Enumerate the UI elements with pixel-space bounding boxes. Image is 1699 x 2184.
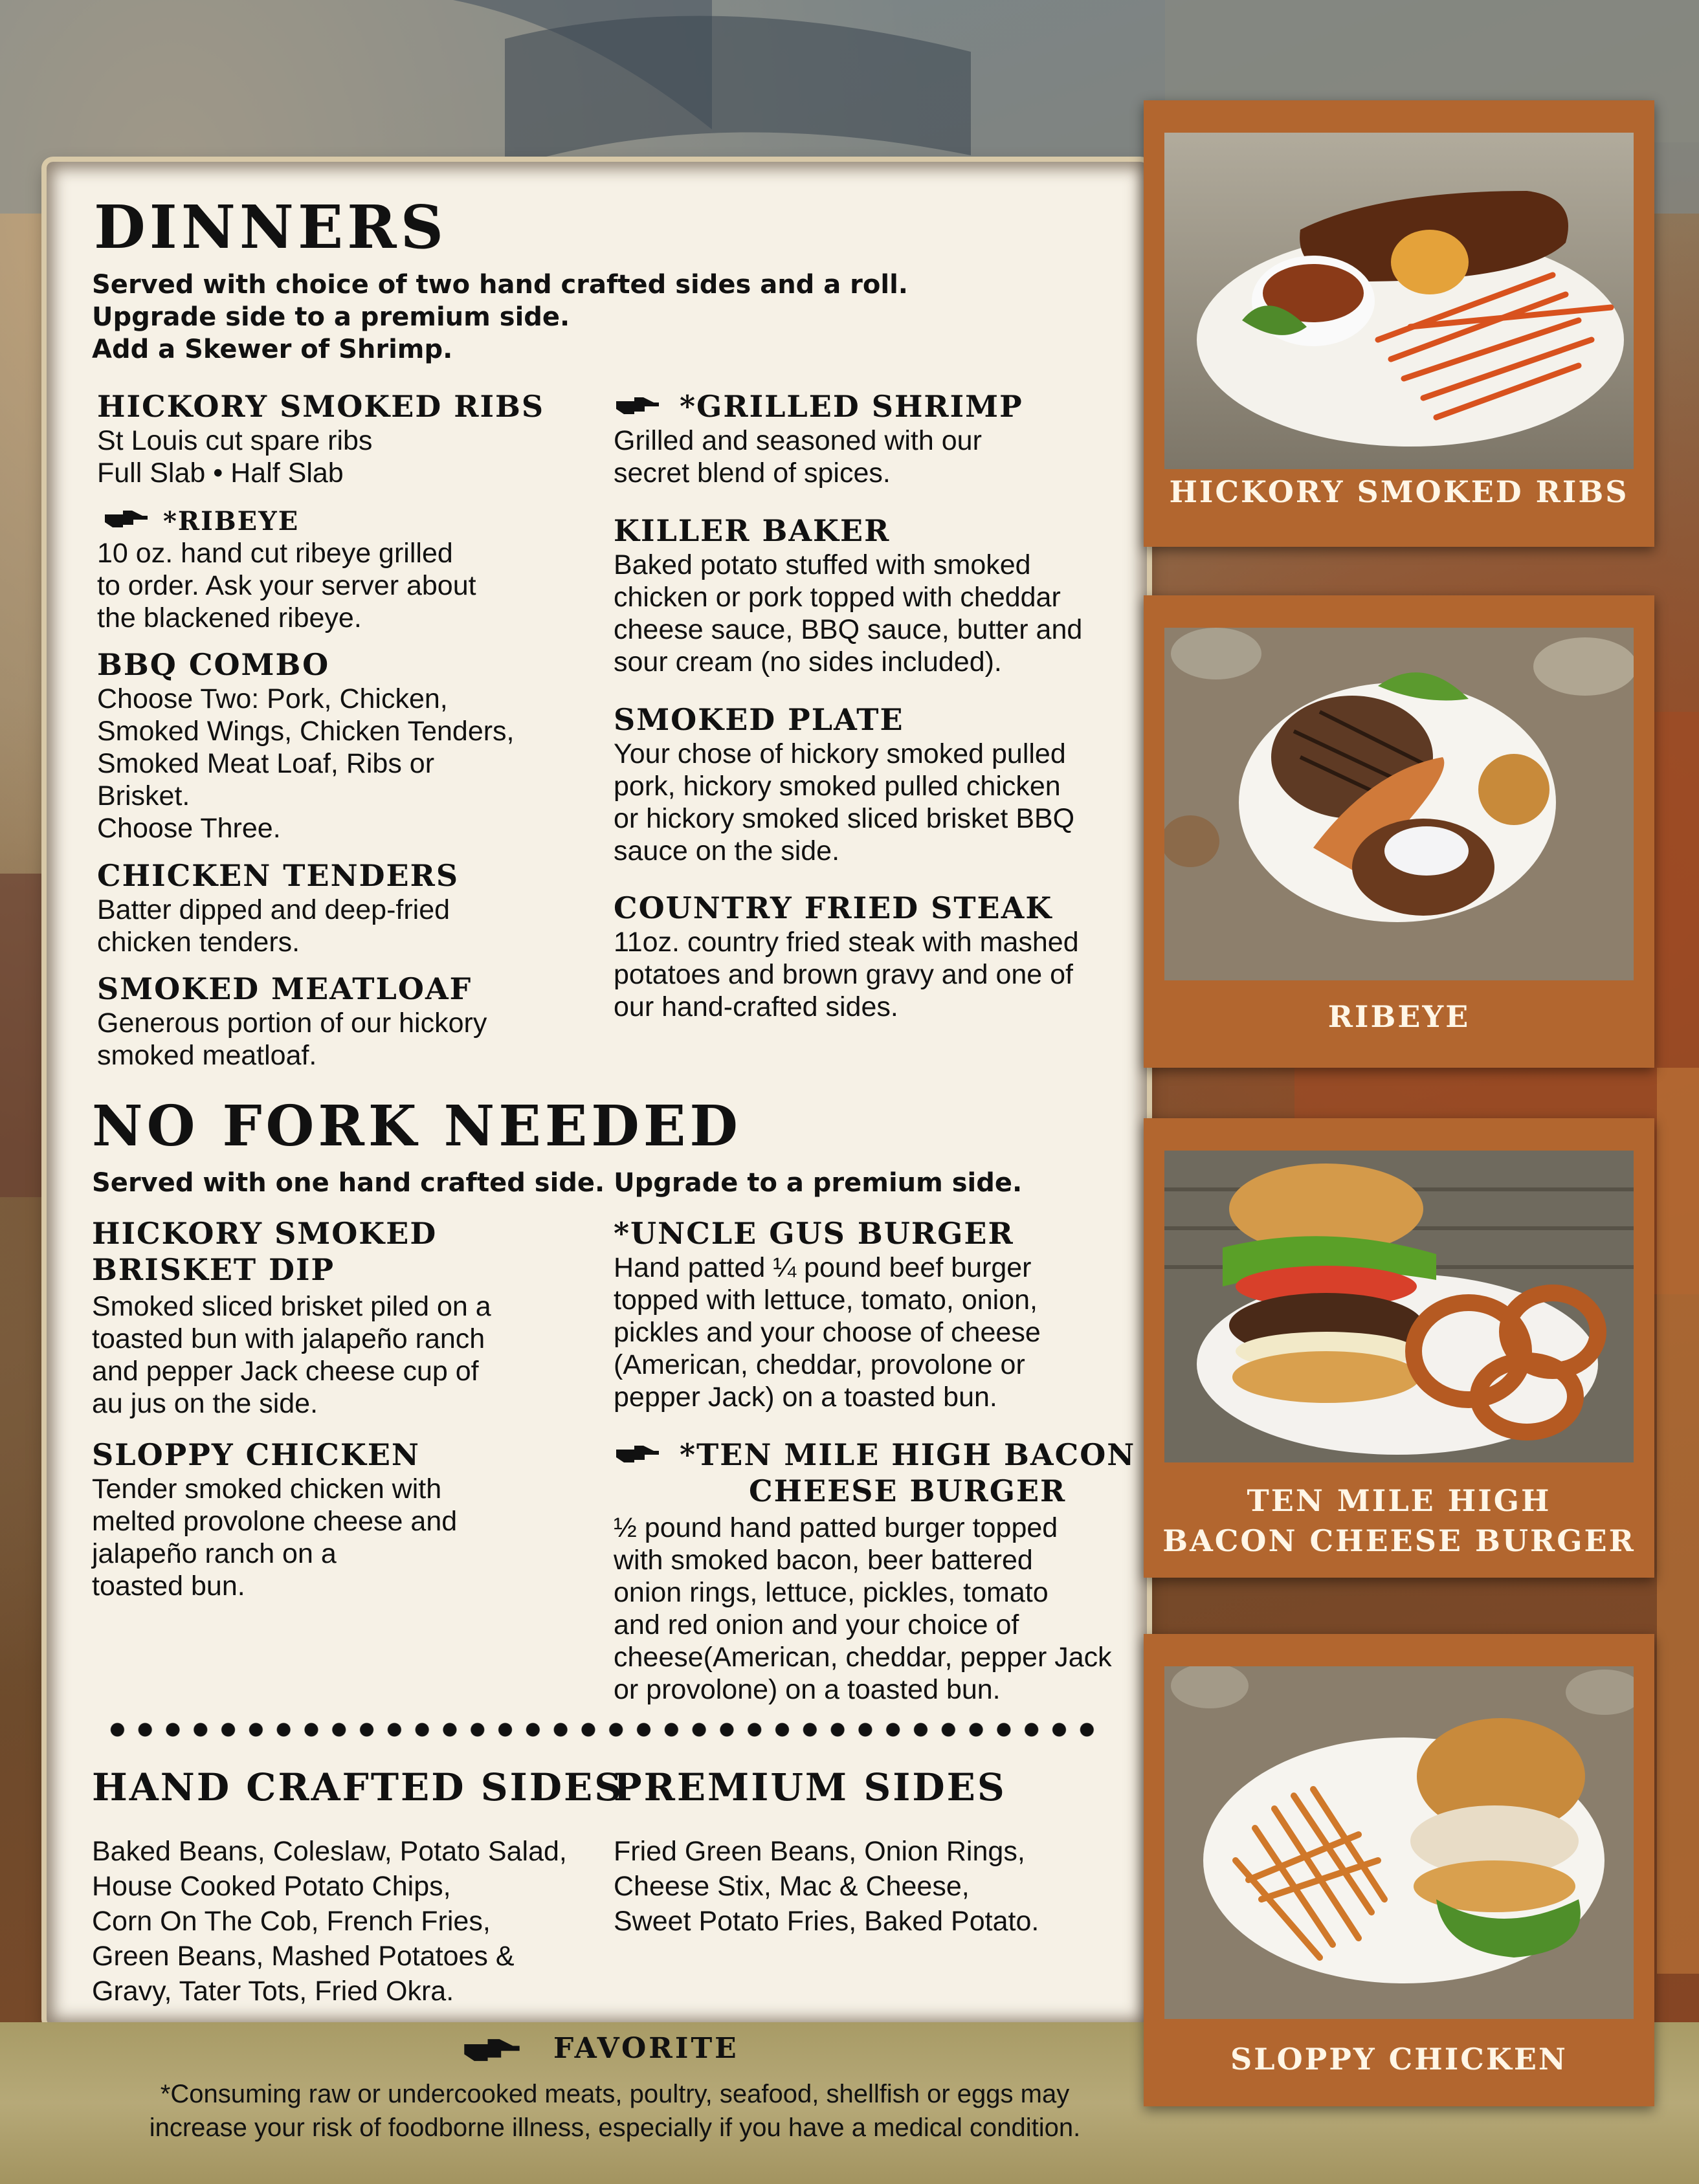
item-title-killer-baker: KILLER BAKER (614, 513, 891, 548)
item-title-bbq-combo: BBQ COMBO (97, 647, 330, 682)
sloppy-chicken-plate-image (1164, 1666, 1634, 2019)
hand-crafted-sides-list: Baked Beans, Coleslaw, Potato Salad, House Cooked Potato Chips, Corn On The Cob, French Fries, Green Beans, Mashed Potatoes & Gravy, Tater Tots, Fried Okra. (92, 1836, 567, 2007)
item-title-ribeye: *RIBEYE (163, 506, 300, 536)
premium-sides-title: PREMIUM SIDES (614, 1765, 1006, 1809)
photo-card-ribeye (1144, 595, 1654, 1068)
item-desc-ribeye: 10 oz. hand cut ribeye grilled to order. Ask your server about the blackened ribeye. (97, 538, 476, 634)
photo-ribeye (1164, 628, 1634, 980)
burger-plate-image (1164, 1151, 1634, 1462)
item-desc-grilled-shrimp: Grilled and seasoned with our secret blend of spices. (614, 425, 982, 489)
pointing-hand-icon (104, 508, 149, 530)
item-desc-uncle-gus-burger: Hand patted ¼ pound beef burger topped with lettuce, tomato, onion, pickles and your choose of cheese (American, cheddar, provolone or pepper Jack) on a toasted bun. (614, 1252, 1041, 1413)
item-desc-chicken-tenders: Batter dipped and deep-fried chicken tenders. (97, 894, 450, 958)
item-title-smoked-meatloaf: SMOKED MEATLOAF (97, 971, 472, 1006)
dinners-heading: DINNERS (94, 192, 448, 262)
photo-card-ribs (1144, 100, 1654, 547)
item-desc-bbq-combo: Choose Two: Pork, Chicken, Smoked Wings, Chicken Tenders, Smoked Meat Loaf, Ribs or Brisket. Choose Three. (97, 683, 515, 844)
hand-crafted-sides-title: HAND CRAFTED SIDES (92, 1765, 624, 1809)
dotted-divider (104, 1721, 1100, 1738)
item-title-smoked-plate: SMOKED PLATE (614, 702, 904, 737)
item-title-chicken-tenders: CHICKEN TENDERS (97, 858, 460, 893)
pointing-hand-icon (615, 395, 660, 417)
ribs-plate-image (1164, 133, 1634, 469)
item-title-hickory-ribs: HICKORY SMOKED RIBS (97, 389, 545, 424)
no-fork-subtitle: Served with one hand crafted side. Upgrade to a premium side. (92, 1168, 1023, 1198)
item-title-uncle-gus-burger: *UNCLE GUS BURGER (614, 1216, 1014, 1251)
ribeye-plate-image (1164, 628, 1634, 980)
item-desc-hickory-ribs: St Louis cut spare ribs Full Slab • Half Slab (97, 425, 373, 489)
photo-card-burger (1144, 1118, 1654, 1578)
item-title-ten-mile-high: *TEN MILE HIGH BACON CHEESE BURGER (680, 1437, 1136, 1508)
photo-card-sloppy-chicken (1144, 1634, 1654, 2106)
item-title-country-fried-steak: COUNTRY FRIED STEAK (614, 890, 1053, 925)
photo-caption-ribs: HICKORY SMOKED RIBS (1169, 474, 1629, 509)
item-desc-killer-baker: Baked potato stuffed with smoked chicken or pork topped with cheddar cheese sauce, BBQ sauce, butter and sour cream (no sides included). (614, 549, 1083, 678)
pointing-hand-icon (615, 1443, 660, 1465)
photo-ribs (1164, 133, 1634, 469)
item-desc-smoked-plate: Your chose of hickory smoked pulled pork, hickory smoked pulled chicken or hickory smoked sliced brisket BBQ sauce on the side. (614, 738, 1075, 866)
favorite-legend-label: FAVORITE (553, 2032, 739, 2065)
photo-caption-sloppy-chicken: SLOPPY CHICKEN (1230, 2042, 1568, 2077)
item-title-grilled-shrimp: *GRILLED SHRIMP (680, 389, 1023, 424)
item-desc-brisket-dip: Smoked sliced brisket piled on a toasted bun with jalapeño ranch and pepper Jack cheese cup of au jus on the side. (92, 1291, 491, 1419)
item-desc-smoked-meatloaf: Generous portion of our hickory smoked meatloaf. (97, 1008, 487, 1071)
no-fork-heading: NO FORK NEEDED (92, 1094, 742, 1159)
dinners-subtitle-2: Upgrade side to a premium side. (92, 302, 570, 332)
pointing-hand-icon (460, 2036, 524, 2064)
photo-sloppy-chicken (1164, 1666, 1634, 2019)
photo-burger (1164, 1151, 1634, 1462)
dinners-subtitle-3: Add a Skewer of Shrimp. (92, 335, 453, 364)
photo-caption-ribeye: RIBEYE (1327, 999, 1471, 1034)
item-title-brisket-dip: HICKORY SMOKED BRISKET DIP (92, 1216, 438, 1287)
dinners-subtitle-1: Served with choice of two hand crafted sides and a roll. (92, 270, 908, 300)
item-desc-country-fried-steak: 11oz. country fried steak with mashed potatoes and brown gravy and one of our hand-crafted sides. (614, 927, 1079, 1022)
item-title-sloppy-chicken: SLOPPY CHICKEN (92, 1437, 420, 1472)
health-disclaimer: *Consuming raw or undercooked meats, poultry, seafood, shellfish or eggs may increase your risk of foodborne illness, especially if you have a medical condition. (149, 2080, 1081, 2142)
photo-caption-burger: TEN MILE HIGH BACON CHEESE BURGER (1162, 1483, 1636, 1558)
item-desc-ten-mile-high: ½ pound hand patted burger topped with smoked bacon, beer battered onion rings, lettuce, pickles, tomato and red onion and your choice of cheese(American, cheddar, pepper Jack or provolone) on a toasted bun. (614, 1512, 1112, 1705)
premium-sides-list: Fried Green Beans, Onion Rings, Cheese Stix, Mac & Cheese, Sweet Potato Fries, Baked Potato. (614, 1836, 1039, 1937)
item-desc-sloppy-chicken: Tender smoked chicken with melted provolone cheese and jalapeño ranch on a toasted bun. (92, 1473, 458, 1602)
